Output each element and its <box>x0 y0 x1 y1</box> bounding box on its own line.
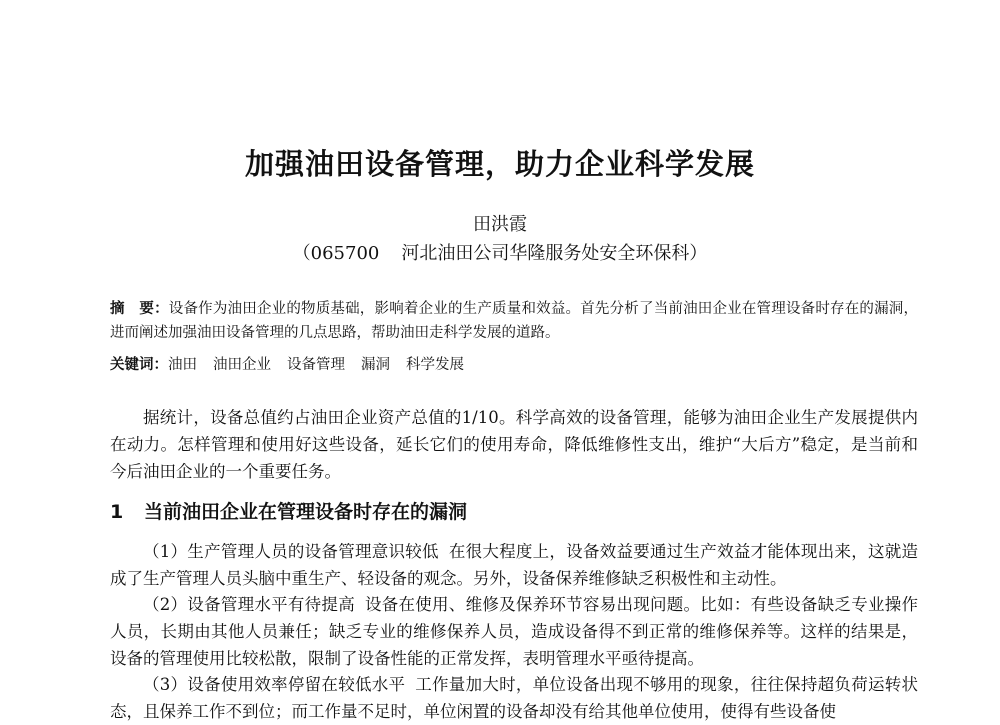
section-number: 1 <box>110 501 124 523</box>
abstract-text: 设备作为油田企业的物质基础，影响着企业的生产质量和效益。首先分析了当前油田企业在管理设备时存在的漏洞，进而阐述加强油田设备管理的几点思路，帮助油田走科学发展的道路。 <box>110 301 918 341</box>
abstract-label: 摘 要： <box>110 301 169 317</box>
keywords-label: 关键词： <box>110 357 168 373</box>
keyword-item: 科学发展 <box>406 357 464 373</box>
list-item <box>110 671 918 725</box>
keyword-item: 油田 <box>168 357 197 373</box>
list-item <box>110 538 918 592</box>
item-heading: （2）设备管理水平有待提高 <box>143 595 355 614</box>
item-heading: （3）设备使用效率停留在较低水平 <box>143 675 406 694</box>
affiliation-org: 河北油田公司华隆服务处安全环保科 <box>401 243 690 264</box>
keywords <box>110 353 918 377</box>
keyword-item: 油田企业 <box>213 357 271 373</box>
keyword-item: 漏洞 <box>361 357 390 373</box>
affiliation-open-paren: （ <box>292 243 311 264</box>
paper-title: 加强油田设备管理，助力企业科学发展 <box>244 147 755 181</box>
section-title: 当前油田企业在管理设备时存在的漏洞 <box>144 501 468 523</box>
author-affiliation <box>0 240 1000 268</box>
abstract <box>110 297 918 345</box>
affiliation-close-paren: ） <box>689 243 708 264</box>
item-text: 工作量加大时，单位设备出现不够用的现象，往往保持超负荷运转状态，且保养工作不到位；而工作量不足时，单位闲置的设备却没有给其他单位使用，使得有些设备使 <box>110 675 918 721</box>
intro-paragraph: 据统计，设备总值约占油田企业资产总值的1/10。科学高效的设备管理，能够为油田企业生产发展提供内在动力。怎样管理和使用好这些设备，延长它们的使用寿命，降低维修性支出，维护“大后方”稳定，是当前和今后油田企业的一个重要任务。 <box>110 408 918 481</box>
keyword-item: 设备管理 <box>287 357 345 373</box>
affiliation-postcode: 065700 <box>310 243 380 264</box>
author-name: 田洪霞 <box>473 214 527 235</box>
item-heading: （1）生产管理人员的设备管理意识较低 <box>143 542 439 561</box>
section-heading <box>110 497 918 527</box>
list-item <box>110 591 918 672</box>
item-text: 设备在使用、维修及保养环节容易出现问题。比如：有些设备缺乏专业操作人员，长期由其他人员兼任；缺乏专业的维修保养人员，造成设备得不到正常的维修保养等。这样的结果是，设备的管理使用比较松散，限制了设备性能的正常发挥，表明管理水平亟待提高。 <box>110 595 919 668</box>
item-text: 在很大程度上，设备效益要通过生产效益才能体现出来，这就造成了生产管理人员头脑中重生产、轻设备的观念。另外，设备保养维修缺乏积极性和主动性。 <box>110 542 919 588</box>
